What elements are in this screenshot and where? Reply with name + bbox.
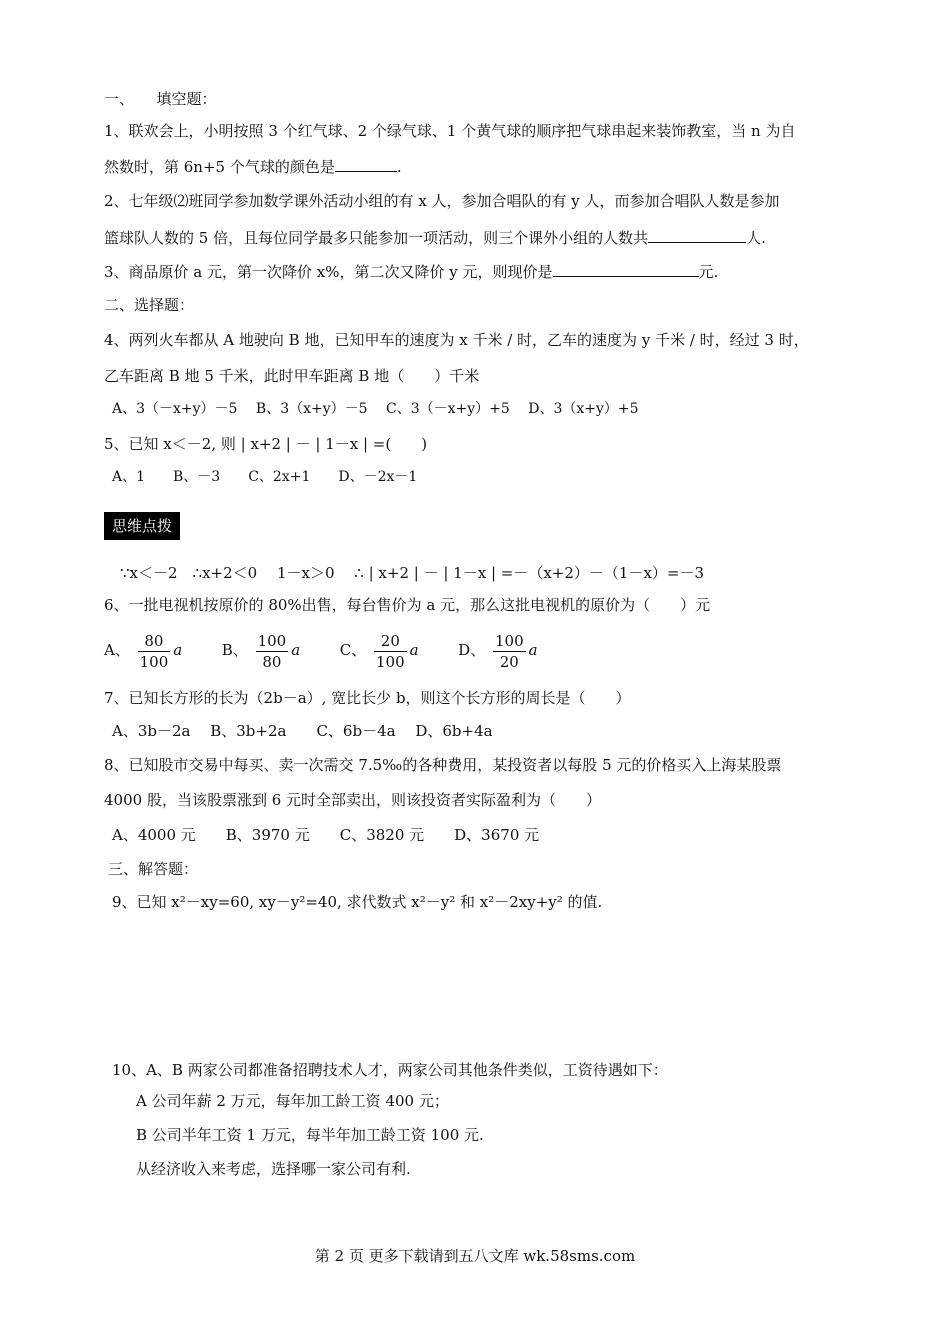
- page-footer: 第 2 页 更多下载请到五八文库 wk.58sms.com: [314, 1247, 636, 1265]
- question-5-stem: 5、已知 x＜－2, 则 | x+2 | － | 1－x | =( ): [104, 435, 428, 453]
- question-6-option-c-label: C、: [339, 641, 367, 659]
- fraction-a-numerator: 80: [138, 631, 171, 652]
- question-4-options: A、3（－x+y）－5 B、3（x+y）－5 C、3（－x+y）+5 D、3（x+y）+5: [112, 401, 639, 417]
- hint-text: ∵x＜－2 ∴x+2＜0 1－x＞0 ∴ | x+2 | － | 1－x | =－（x+2）－（1－x）=－3: [120, 564, 705, 582]
- hint-badge: 思维点拨: [104, 512, 180, 540]
- question-1-line-1: 1、联欢会上，小明按照 3 个红气球、2 个绿气球、1 个黄气球的顺序把气球串起来装饰教室，当 n 为自: [104, 122, 796, 140]
- question-3-text: 3、商品原价 a 元，第一次降价 x%，第二次又降价 y 元，则现价是: [104, 263, 553, 281]
- question-3: [104, 260, 718, 283]
- question-10-company-b: B 公司半年工资 1 万元，每半年加工龄工资 100 元.: [136, 1126, 484, 1144]
- question-1-end: .: [396, 158, 402, 176]
- question-2-end: 人.: [746, 229, 766, 247]
- question-9-stem: 9、已知 x²－xy=60, xy－y²=40, 求代数式 x²－y² 和 x²－2xy+y² 的值.: [112, 893, 603, 911]
- question-6-stem: 6、一批电视机按原价的 80%出售，每台售价为 a 元，那么这批电视机的原价为（ ）元: [104, 596, 711, 614]
- question-2-text: 篮球队人数的 5 倍，且每位同学最多只能参加一项活动，则三个课外小组的人数共: [104, 229, 649, 247]
- fraction-d-denominator: 20: [499, 652, 519, 671]
- question-1-line-2: [104, 155, 402, 178]
- fraction-b-variable: a: [291, 641, 301, 659]
- question-10-question: 从经济收入来考虑，选择哪一家公司有利.: [136, 1160, 411, 1178]
- question-3-end: 元.: [698, 263, 719, 281]
- fraction-b-denominator: 80: [262, 652, 282, 671]
- question-1-text: 然数时，第 6n+5 个气球的颜色是: [104, 158, 335, 176]
- section-choice-title: 二、选择题：: [104, 296, 195, 314]
- question-10-company-a: A 公司年薪 2 万元，每年加工龄工资 400 元；: [136, 1092, 449, 1110]
- question-6-option-d-label: D、: [458, 641, 486, 659]
- fraction-c-numerator: 20: [374, 631, 407, 652]
- question-8-line-1: 8、已知股市交易中每买、卖一次需交 7.5‰的各种费用，某投资者以每股 5 元的价格买入上海某股票: [104, 756, 782, 774]
- question-7-stem: 7、已知长方形的长为（2b－a）, 宽比长少 b，则这个长方形的周长是（ ）: [104, 689, 631, 707]
- question-2-line-1: 2、七年级⑵班同学参加数学课外活动小组的有 x 人，参加合唱队的有 y 人，而参加合唱队人数是参加: [104, 192, 780, 210]
- question-8-options: A、4000 元 B、3970 元 C、3820 元 D、3670 元: [112, 826, 540, 844]
- fraction-option-d: [493, 631, 526, 672]
- fraction-c-denominator: 100: [376, 652, 405, 671]
- question-6-option-b-label: B、: [221, 641, 248, 659]
- fraction-a-variable: a: [173, 641, 183, 659]
- answer-blank-1[interactable]: [335, 155, 397, 172]
- question-6-options: [104, 628, 538, 672]
- question-4-line-1: 4、两列火车都从 A 地驶向 B 地，已知甲车的速度为 x 千米 / 时，乙车的速度为 y 千米 / 时，经过 3 时，: [104, 331, 809, 349]
- question-7-options: A、3b－2a B、3b+2a C、6b－4a D、6b+4a: [112, 722, 493, 740]
- answer-blank-3[interactable]: [553, 260, 699, 277]
- question-8-line-2: 4000 股，当该股票涨到 6 元时全部卖出，则该投资者实际盈利为（ ）: [104, 791, 602, 809]
- section-fill-blank-title: 一、 填空题：: [104, 90, 217, 108]
- fraction-option-a: [138, 631, 171, 672]
- fraction-d-numerator: 100: [494, 631, 524, 650]
- fraction-a-denominator: 100: [139, 652, 169, 671]
- question-2-line-2: [104, 226, 766, 249]
- question-5-options: A、1 B、－3 C、2x+1 D、－2x－1: [112, 469, 418, 485]
- fraction-b-numerator: 100: [257, 631, 287, 650]
- fraction-option-c: [374, 631, 407, 672]
- fraction-option-b: [256, 631, 289, 672]
- question-6-option-a-label: A、: [104, 641, 130, 659]
- fraction-d-variable: a: [528, 641, 538, 659]
- question-10-stem: 10、A、B 两家公司都准备招聘技术人才，两家公司其他条件类似，工资待遇如下：: [112, 1061, 668, 1079]
- section-answer-title: 三、解答题：: [108, 860, 199, 878]
- question-4-line-2: 乙车距离 B 地 5 千米，此时甲车距离 B 地（ ）千米: [104, 367, 480, 385]
- answer-blank-2[interactable]: [648, 226, 746, 243]
- fraction-c-variable: a: [409, 641, 419, 659]
